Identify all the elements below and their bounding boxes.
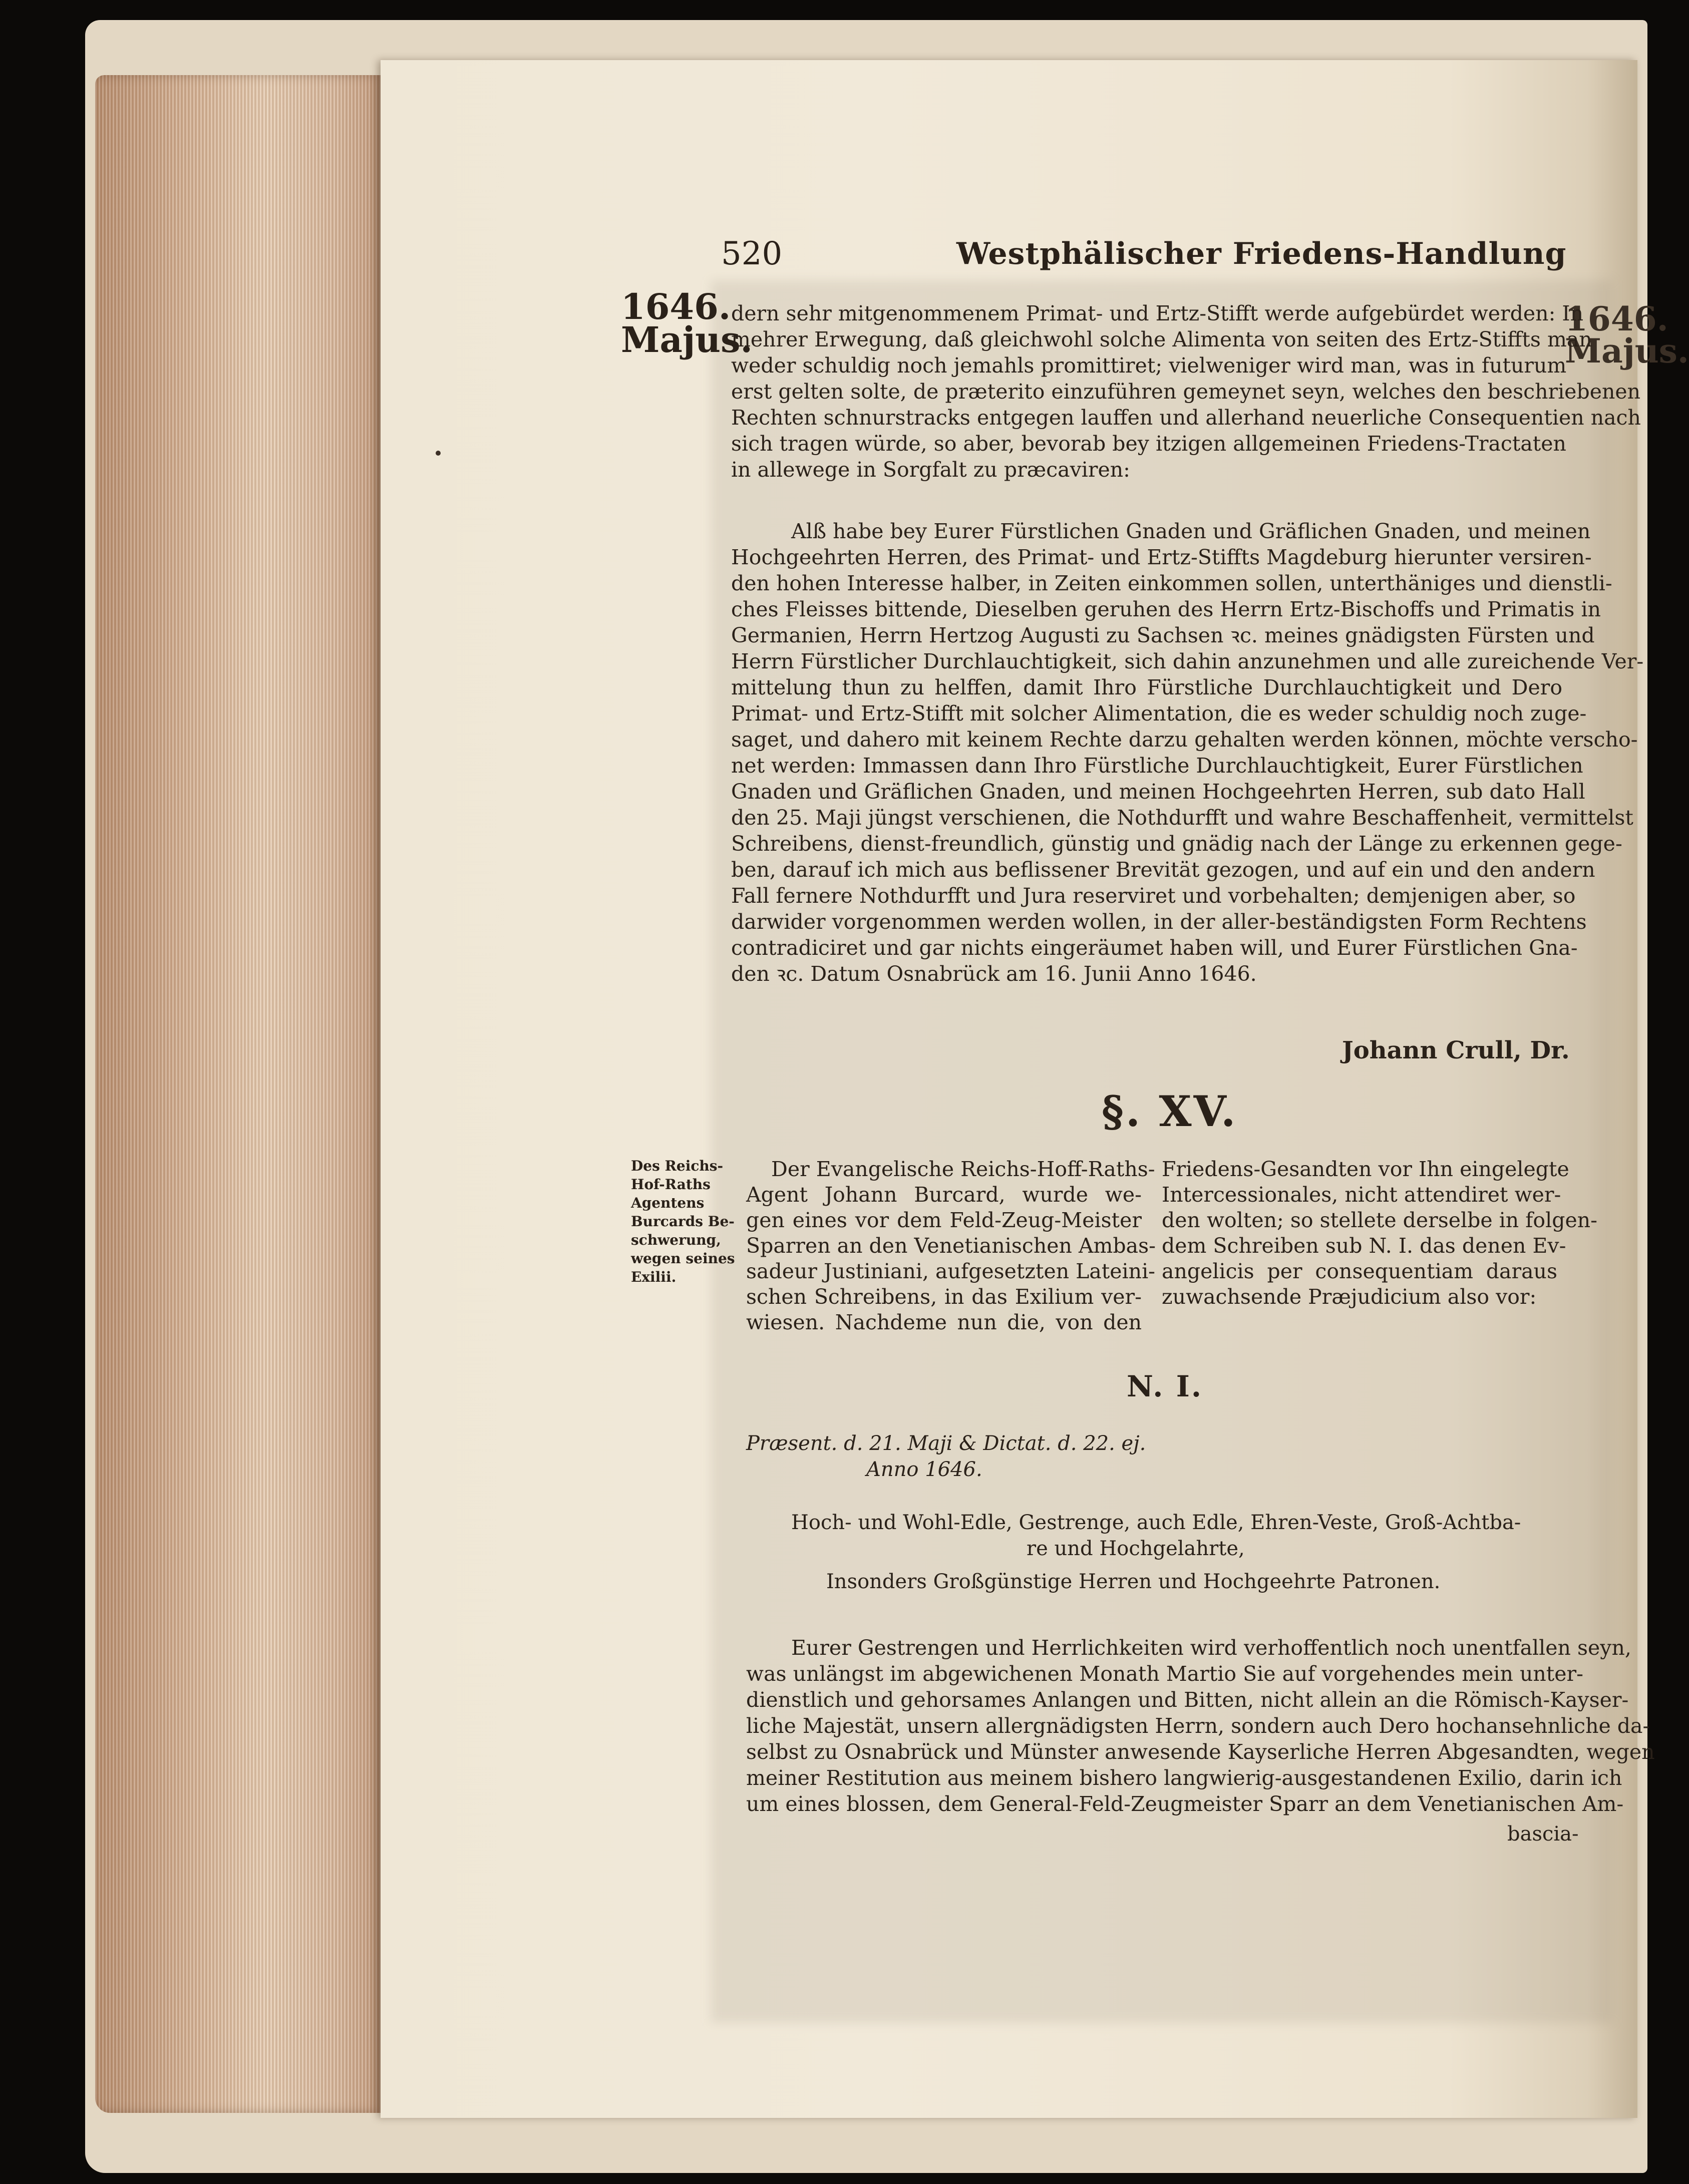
text-line: darwider vorgenommen werden wollen, in der aller-beständigsten Form Rechtens — [731, 910, 1587, 934]
text-line: weder schuldig noch jemahls promittiret; vielweniger wird man, was in futurum — [731, 353, 1567, 378]
text-line: was unlängst im abgewichenen Monath Martio Sie auf vorgehendes mein unter- — [746, 1662, 1583, 1686]
section-title: §. XV. — [1102, 1086, 1238, 1136]
salutation-line: Insonders Großgünstige Herren und Hochgeehrte Patronen. — [826, 1570, 1441, 1593]
text-line: Germanien, Herrn Hertzog Augusti zu Sachsen ꝛc. meines gnädigsten Fürsten und — [731, 623, 1595, 647]
text-line: Primat- und Ertz-Stifft mit solcher Alimentation, die es weder schuldig noch zuge- — [731, 701, 1587, 725]
text-line: Der Evangelische Reichs-Hoff-Raths- — [771, 1157, 1155, 1181]
side-note-line: Hof-Raths — [631, 1176, 711, 1193]
text-line: den wolten; so stellete derselbe in folgen- — [1162, 1208, 1597, 1232]
text-line: mehrer Erwegung, daß gleichwohl solche Alimenta von seiten des Ertz-Stiffts man — [731, 327, 1592, 351]
text-line: selbst zu Osnabrück und Münster anwesende Kayserliche Herren Abgesandten, wegen — [746, 1740, 1655, 1764]
text-line: Gnaden und Gräflichen Gnaden, und meinen Hochgeehrten Herren, sub dato Hall — [731, 780, 1585, 804]
text-line: liche Majestät, unsern allergnädigsten Herrn, sondern auch Dero hochansehnliche da- — [746, 1714, 1650, 1738]
text-line: sadeur Justiniani, aufgesetzten Lateini- — [746, 1259, 1156, 1283]
margin-year-right: 1646. Majus. — [1565, 299, 1689, 371]
text-line: Rechten schnurstracks entgegen lauffen und allerhand neuerliche Consequentien nach — [731, 406, 1641, 430]
text-line: schen Schreibens, in das Exilium ver- — [746, 1285, 1142, 1309]
text-line: den 25. Maji jüngst verschienen, die Nothdurfft und wahre Beschaffenheit, vermittelst — [731, 806, 1633, 830]
side-note-line: Exilii. — [631, 1269, 677, 1285]
text-line: Hochgeehrten Herren, des Primat- und Ertz-Stiffts Magdeburg hierunter versiren- — [731, 545, 1592, 569]
text-line: saget, und dahero mit keinem Rechte darzu gehalten werden können, möchte verscho- — [731, 727, 1638, 752]
text-line: um eines blossen, dem General-Feld-Zeugmeister Sparr an dem Venetianischen Am- — [746, 1792, 1624, 1816]
text-line: Alß habe bey Eurer Fürstlichen Gnaden und Gräflichen Gnaden, und meinen — [791, 519, 1591, 543]
text-line: Fall fernere Nothdurfft und Jura reserviret und vorbehalten; demjenigen aber, so — [731, 884, 1576, 908]
present-year: Anno 1646. — [866, 1458, 982, 1481]
running-title: Westphälischer Friedens-Handlung — [956, 236, 1567, 271]
book-fore-edge — [95, 75, 381, 2113]
text-line: Friedens-Gesandten vor Ihn eingelegte — [1162, 1157, 1569, 1181]
salutation-line: Hoch- und Wohl-Edle, Gestrenge, auch Edle, Ehren-Veste, Groß-Achtba- — [791, 1511, 1521, 1534]
text-line: gen eines vor dem Feld-Zeug-Meister — [746, 1208, 1142, 1232]
text-line: Intercessionales, nicht attendiret wer- — [1162, 1183, 1561, 1207]
text-line: dienstlich und gehorsames Anlangen und Bitten, nicht allein an die Römisch-Kayser- — [746, 1688, 1629, 1712]
side-note — [631, 1157, 735, 1286]
text-line: in allewege in Sorgfalt zu præcaviren: — [731, 458, 1130, 482]
text-line: ben, darauf ich mich aus beflissener Brevität gezogen, und auf ein und den andern — [731, 858, 1595, 882]
text-line: meiner Restitution aus meinem bishero langwierig-ausgestandenen Exilio, darin ich — [746, 1766, 1622, 1790]
side-note-line: Des Reichs- — [631, 1158, 724, 1174]
salutation — [791, 1510, 1562, 1595]
text-line: dem Schreiben sub N. I. das denen Ev- — [1162, 1234, 1566, 1258]
text-line: sich tragen würde, so aber, bevorab bey itzigen allgemeinen Friedens-Tractaten — [731, 432, 1566, 456]
text-line: dern sehr mitgenommenem Primat- und Ertz-Stifft werde aufgebürdet werden: In — [731, 301, 1584, 325]
column-right — [1162, 1157, 1597, 1310]
text-line: net werden: Immassen dann Ihro Fürstliche Durchlauchtigkeit, Eurer Fürstlichen — [731, 754, 1583, 778]
catchword: bascia- — [1507, 1823, 1579, 1846]
text-line: Herrn Fürstlicher Durchlauchtigkeit, sich dahin anzunehmen und alle zureichende Ver- — [731, 649, 1644, 673]
text-line: contradiciret und gar nichts eingeräumet haben will, und Eurer Fürstlichen Gna- — [731, 936, 1578, 960]
text-line: erst gelten solte, de præterito einzuführen gemeynet seyn, welches den beschriebenen — [731, 380, 1641, 404]
text-line: angelicis per consequentiam daraus — [1162, 1259, 1557, 1283]
paragraph-3 — [746, 1635, 1655, 1817]
side-note-line: Agentens — [631, 1195, 705, 1211]
paragraph-2 — [731, 518, 1644, 987]
document-number: N. I. — [1127, 1369, 1203, 1403]
text-line: mittelung thun zu helffen, damit Ihro Fürstliche Durchlauchtigkeit und Dero — [731, 675, 1562, 699]
text-line: Agent Johann Burcard, wurde we- — [746, 1183, 1142, 1207]
text-line: Schreibens, dienst-freundlich, günstig und gnädig nach der Länge zu erkennen gege- — [731, 832, 1622, 856]
signature: Johann Crull, Dr. — [1342, 1036, 1570, 1064]
text-line: Sparren an den Venetianischen Ambas- — [746, 1234, 1156, 1258]
side-note-line: schwerung, — [631, 1232, 721, 1248]
text-line: zuwachsende Præjudicium also vor: — [1162, 1285, 1537, 1309]
side-note-line: wegen seines — [631, 1250, 735, 1267]
text-line: Eurer Gestrengen und Herrlichkeiten wird verhoffentlich noch unentfallen seyn, — [791, 1636, 1631, 1660]
text-line: den ꝛc. Datum Osnabrück am 16. Junii Anno 1646. — [731, 962, 1257, 986]
side-note-line: Burcards Be- — [631, 1213, 735, 1230]
present-line: Præsent. d. 21. Maji & Dictat. d. 22. ej. — [746, 1432, 1146, 1455]
ink-speck — [436, 451, 441, 456]
text-line: ches Fleisses bittende, Dieselben geruhen des Herrn Ertz-Bischoffs und Primatis in — [731, 597, 1601, 621]
text-line: den hohen Interesse halber, in Zeiten einkommen sollen, unterthäniges und dienstli- — [731, 571, 1612, 595]
text-line: wiesen. Nachdeme nun die, von den — [746, 1310, 1142, 1334]
salutation-line: re und Hochgelahrte, — [1027, 1537, 1245, 1560]
page-number: 520 — [721, 235, 783, 272]
column-left — [746, 1157, 1156, 1335]
margin-year-left: 1646. Majus. — [621, 286, 753, 360]
